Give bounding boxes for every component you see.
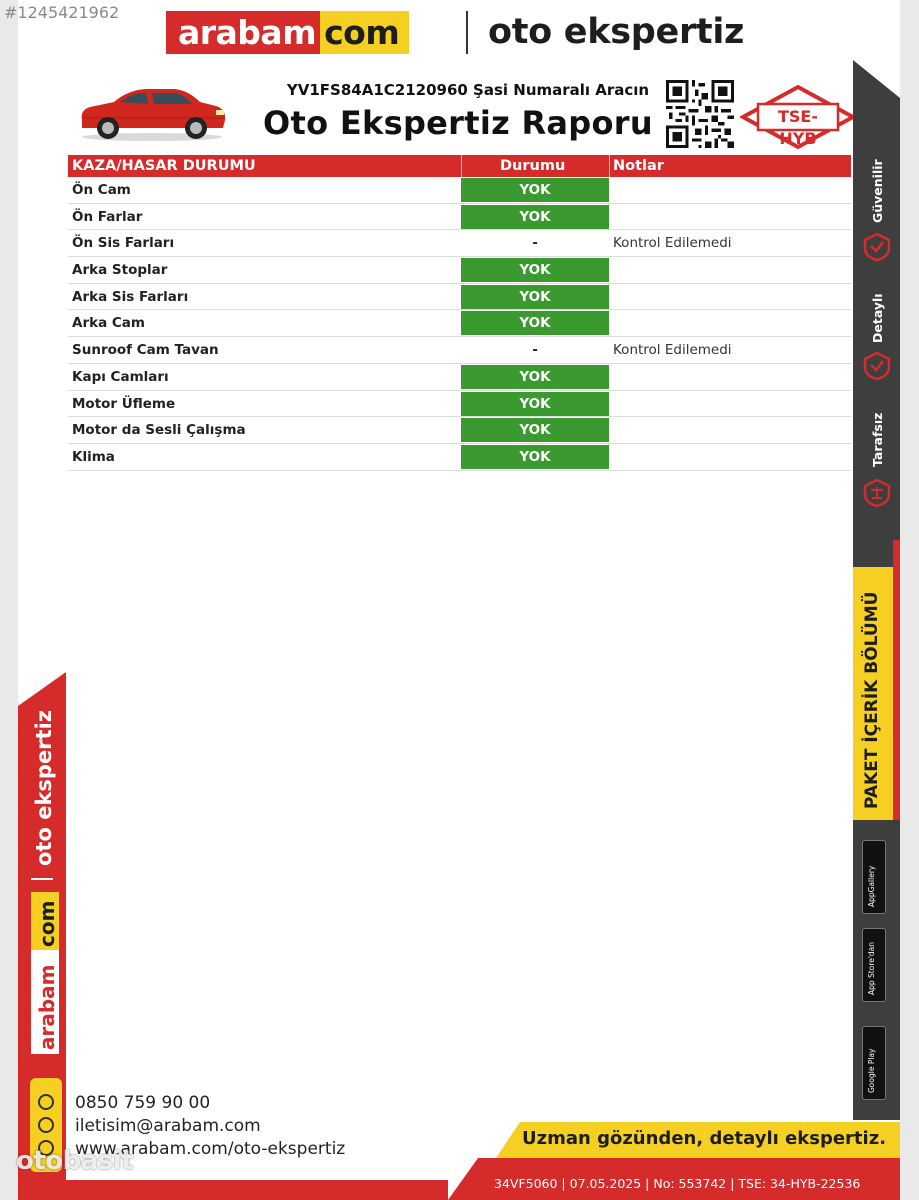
report-page <box>18 0 900 1200</box>
row-label: Arka Stoplar <box>72 262 168 279</box>
left-logo-arabam-text: arabam <box>35 964 59 1050</box>
contact-website[interactable]: www.arabam.com/oto-ekspertiz <box>75 1139 346 1159</box>
row-status: - <box>532 235 538 252</box>
left-sidebar-corner <box>18 672 66 706</box>
contact-email[interactable]: iletisim@arabam.com <box>75 1116 261 1136</box>
arabam-logo <box>166 11 409 54</box>
row-status: YOK <box>461 418 609 442</box>
header-divider <box>609 155 610 177</box>
google-play-label: Google Play <box>867 1048 876 1093</box>
logo-divider <box>466 11 468 54</box>
row-label: Ön Cam <box>72 182 131 198</box>
balance-shield-icon <box>863 478 891 508</box>
tse-badge-label: TSE-HYB <box>777 107 818 148</box>
row-label: Motor Üfleme <box>72 395 176 412</box>
left-sidebar-subtitle: oto ekspertiz <box>32 709 56 866</box>
row-label: Sunroof Cam Tavan <box>72 342 219 359</box>
row-label: Arka Cam <box>72 315 145 332</box>
table-row <box>68 310 851 337</box>
footer-meta: 34VF5060 | 07.05.2025 | No: 553742 | TSE: 34-HYB-22536 <box>494 1176 861 1191</box>
row-status: YOK <box>461 365 609 389</box>
row-status: YOK <box>461 285 609 309</box>
header-divider <box>461 155 462 177</box>
table-row <box>68 284 851 311</box>
logo-com-text: com <box>320 11 409 54</box>
damage-status-table <box>68 155 851 471</box>
row-label: Arka Sis Farları <box>72 288 189 305</box>
package-section-tab <box>853 567 893 820</box>
shield-check-icon <box>863 351 891 381</box>
contact-phone[interactable]: 0850 759 90 00 <box>75 1093 211 1113</box>
row-label: Ön Farlar <box>72 208 143 225</box>
row-status: YOK <box>461 178 609 202</box>
table-row <box>68 417 851 444</box>
footer-meta-band <box>448 1158 900 1200</box>
left-logo-com-text: com <box>35 900 59 947</box>
logo-arabam-text: arabam <box>166 11 320 54</box>
table-body <box>68 177 851 471</box>
table-row <box>68 230 851 257</box>
tse-hyb-badge <box>740 84 856 150</box>
row-label: Ön Sis Farları <box>72 235 175 252</box>
package-section-label: PAKET İÇERİK BÖLÜMÜ <box>862 591 882 809</box>
appgallery-label: AppGallery <box>867 865 876 907</box>
shield-check-icon <box>863 232 891 262</box>
row-status: YOK <box>461 258 609 282</box>
appgallery-badge[interactable] <box>862 840 886 914</box>
header-notes: Notlar <box>613 158 664 174</box>
row-note: Kontrol Edilemedi <box>613 342 732 359</box>
table-row <box>68 391 851 418</box>
row-label: Kapı Camları <box>72 368 169 385</box>
app-store-label: App Store'dan <box>867 941 876 995</box>
left-sidebar-divider <box>31 878 53 880</box>
listing-id-watermark: #1245421962 <box>4 3 120 22</box>
left-sidebar-logo <box>31 892 59 1054</box>
qr-code-icon <box>666 80 734 148</box>
car-icon <box>76 80 228 142</box>
row-note: Kontrol Edilemedi <box>613 235 732 252</box>
row-status: YOK <box>461 205 609 229</box>
phone-icon <box>38 1094 54 1110</box>
app-store-badge[interactable] <box>862 928 886 1002</box>
google-play-badge[interactable] <box>862 1026 886 1100</box>
footer-meta-corner <box>448 1158 478 1200</box>
footer-slogan-corner <box>496 1122 520 1158</box>
header-status: Durumu <box>500 158 566 174</box>
logo-subtitle: oto ekspertiz <box>488 12 745 52</box>
table-row <box>68 444 851 471</box>
sidebar-label-detayli: Detaylı <box>870 293 885 343</box>
table-header <box>68 155 851 177</box>
chassis-number-line: YV1FS84A1C2120960 Şasi Numaralı Aracın <box>286 81 650 99</box>
table-row <box>68 364 851 391</box>
row-status: YOK <box>461 445 609 469</box>
footer-red-strip <box>18 1180 448 1200</box>
row-status: YOK <box>461 392 609 416</box>
package-accent-bar <box>893 540 900 820</box>
row-status: - <box>532 342 538 359</box>
email-icon <box>38 1117 54 1133</box>
header-category: KAZA/HASAR DURUMU <box>72 158 256 174</box>
sidebar-label-guvenilir: Güvenilir <box>870 159 885 223</box>
row-status: YOK <box>461 311 609 335</box>
otobasit-watermark: otobasit <box>16 1146 134 1176</box>
report-title: Oto Ekspertiz Raporu <box>263 104 653 142</box>
row-label: Motor da Sesli Çalışma <box>72 422 246 439</box>
table-row <box>68 204 851 231</box>
row-label: Klima <box>72 448 115 465</box>
table-row <box>68 257 851 284</box>
table-row <box>68 337 851 364</box>
table-row <box>68 177 851 204</box>
footer-slogan: Uzman gözünden, detaylı ekspertiz. <box>522 1128 887 1149</box>
sidebar-corner <box>853 60 900 98</box>
footer-slogan-band <box>496 1122 900 1158</box>
sidebar-label-tarafsiz: Tarafsız <box>870 412 885 467</box>
